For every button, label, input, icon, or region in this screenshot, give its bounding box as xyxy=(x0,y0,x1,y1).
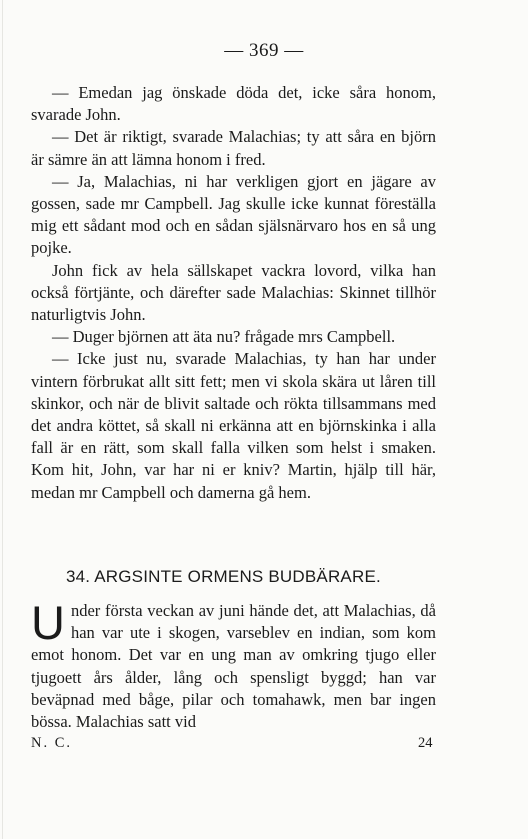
paragraph: — Det är riktigt, svarade Malachias; ty att såra en björn är sämre än att lämna honom i fred. xyxy=(31,127,436,169)
printer-signature: N. C. xyxy=(31,735,73,751)
chapter-text xyxy=(31,596,436,733)
chapter-paragraph xyxy=(31,596,436,733)
chapter-paragraph-text: nder första veckan av juni hände det, att Malachias, då han var ute i skogen, varseblev en indian, som kom emot honom. Det var en ung man av omkring tjugo eller tjugoett års ålder, lång och spensligt byggd; han var beväpnad med båge, pilar och tomahawk, men bar ingen bössa. Malachias satt vid xyxy=(31,601,436,732)
page-edge-line xyxy=(2,0,3,839)
body-text xyxy=(31,82,436,504)
sheet-number: 24 xyxy=(418,735,433,751)
paragraph: — Icke just nu, svarade Malachias, ty han har under vintern förbrukat allt sitt fett; men vi skola skära ut låren till skinkor, och när de blivit saltade och rökta tillsammans med det andra köttet, så skall ni erkänna att en björnskinka i alla fall är en rätt, som skall falla vilken som helst i smaken. Kom hit, John, var har ni er kniv? Martin, hjälp till här, medan mr Campbell och damerna gå hem. xyxy=(31,349,436,502)
drop-cap: U xyxy=(31,596,65,649)
paragraph: — Emedan jag önskade döda det, icke såra honom, svarade John. xyxy=(31,83,436,125)
paragraph: — Duger björnen att äta nu? frågade mrs Campbell. xyxy=(52,327,396,347)
page-number: — 369 — xyxy=(224,40,304,61)
paragraph: John fick av hela sällskapet vackra lovord, vilka han också förtjänte, och därefter sade Malachias: Skinnet tillhör naturligtvis John. xyxy=(31,260,436,325)
paragraph: — Ja, Malachias, ni har verkligen gjort en jägare av gossen, sade mr Campbell. Jag skulle icke kunnat föreställa mig ett sådant mod och en sådan själsnärvaro hos en så ung pojke. xyxy=(31,171,436,258)
chapter-heading: 34. ARGSINTE ORMENS BUDBÄRARE. xyxy=(66,567,381,586)
